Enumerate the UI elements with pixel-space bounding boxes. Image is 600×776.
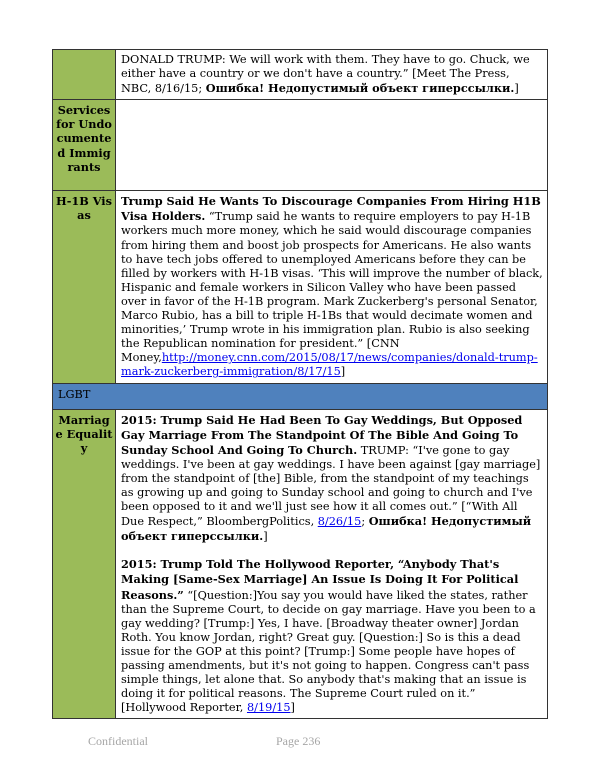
table-row — [53, 191, 548, 383]
row-body — [116, 191, 548, 383]
spacer — [121, 544, 543, 557]
quote-text: DONALD TRUMP: We will work with them. They have to go. Chuck, we either have a country or we don't have a country.” [Meet The Press, NBC, 8/16/15; — [121, 53, 530, 96]
item-text: “[Question:]You say you would have liked the states, rather than the Supreme Court, to decide on gay marriage. Have you been to a gay wedding? [Trump:] Yes, I have. [Broadway theater owner] Jordan Roth. You know Jordan, right? Great guy. [Question:] So is this a dead issue for the GOP at this point? [Trump:] Some people have hopes of passing amendments, but it's not going to happen. Congress can't pass simple things, let alone that. So anybody that's making that an issue is doing it for political reasons. The Supreme Court ruled on it.” [Hollywood Reporter, — [121, 588, 536, 715]
category-label: Services for Undocumented Immigrants — [53, 100, 116, 191]
row-body — [116, 409, 548, 719]
category-label-text: H-1B Visas — [56, 194, 112, 223]
source-link[interactable]: 8/19/15 — [246, 701, 291, 715]
footer-page-number: Page 236 — [276, 734, 321, 748]
source-link-date[interactable]: 8/17/15 — [297, 365, 341, 379]
bracket: ] — [263, 530, 268, 544]
category-label-text: Marriage Equality — [55, 412, 113, 455]
item — [121, 557, 543, 715]
section-header: LGBT — [53, 383, 548, 409]
category-label — [53, 409, 116, 719]
item-heading: 2015: Trump Said He Had Been To Gay Weddings, But Opposed Gay Marriage From The Standpoint Of The Bible And Going To Sunday School And Going To Church. — [121, 412, 523, 457]
error-text: Ошибка! Недопустимый объект гиперссылки. — [205, 81, 515, 96]
category-cell-empty — [53, 50, 116, 100]
table-row — [53, 409, 548, 719]
separator: ; — [361, 515, 369, 529]
table-row — [53, 50, 548, 100]
source-link[interactable]: 8/26/15 — [317, 515, 362, 529]
item-text: TRUMP: “I've gone to gay weddings. I've been at gay weddings. I have been against [gay marriage] from the standpoint of [the] Bible, from the standpoint of my teachings as growing up and going to Sunday school and going to church and I've been opposed to it and we'll just see how it all comes out.” [“With All Due Respect,” BloombergPolitics, — [121, 443, 541, 529]
row-body — [116, 100, 548, 191]
bracket: ] — [290, 701, 295, 715]
section-header-row — [53, 383, 548, 409]
bracket: ] — [514, 82, 519, 96]
item-heading: 2015: Trump Told The Hollywood Reporter, “Anybody That's Making [Same-Sex Marriage] An Issue Is Doing It For Political Reasons.” — [121, 557, 519, 602]
category-label — [53, 191, 116, 383]
bracket: ] — [340, 365, 346, 379]
footer-confidential: Confidential — [88, 734, 148, 748]
error-text: Ошибка! Недопустимый объект гиперссылки. — [121, 514, 532, 544]
table-row — [53, 100, 548, 191]
source-link[interactable]: http://money.cnn.com/2015/08/17/news/companies/donald-trump-mark-zuckerberg-immigration/ — [121, 351, 538, 379]
item-heading: Trump Said He Wants To Discourage Companies From Hiring H1B Visa Holders. — [121, 194, 541, 224]
item — [121, 413, 543, 545]
research-table — [52, 49, 548, 719]
row-body — [116, 50, 548, 100]
item-text: “Trump said he wants to require employers to pay H-1B workers much more money, which he said would discourage companies from hiring them and boost job prospects for Americans. He also wants to have tech jobs offered to unemployed Americans before they can be filled by workers with H-1B visas. ‘This will improve the number of black, Hispanic and female workers in Silicon Valley who have been passed over in favor of the H-1B program. Mark Zuckerberg's personal Senator, Marco Rubio, has a bill to triple H-1Bs that would decimate women and minorities,’ Trump wrote in his immigration plan. Rubio is also seeking the Republican nomination for president.” [CNN Money, — [121, 210, 543, 365]
